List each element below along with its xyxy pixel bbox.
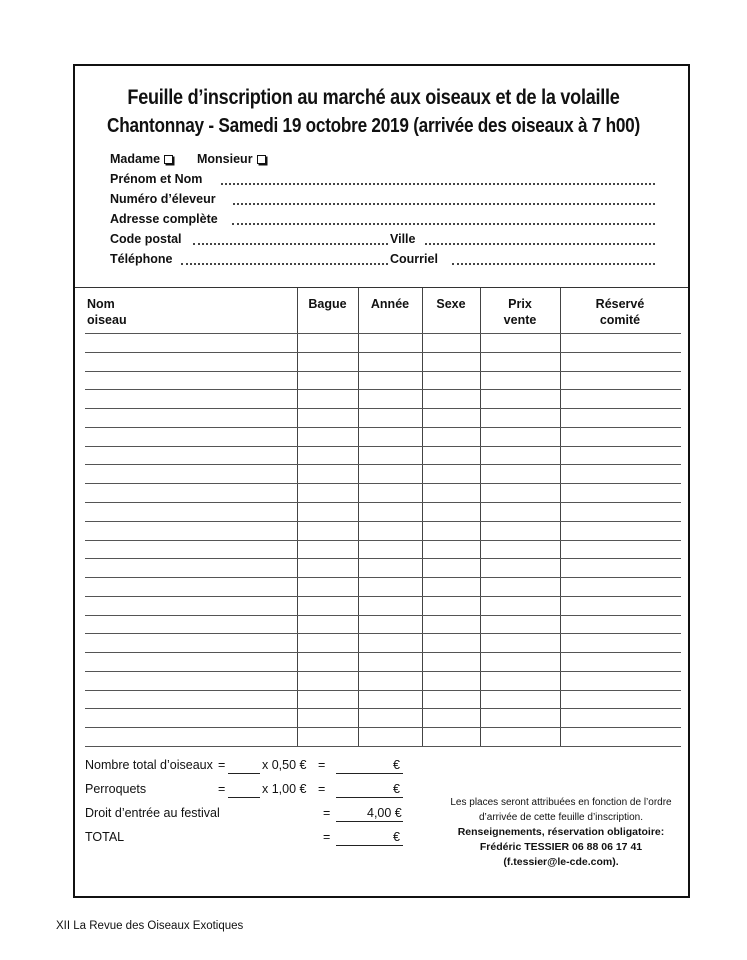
perroquets-label: Perroquets [85, 782, 147, 796]
note-line-5 [430, 855, 692, 870]
table-row-line [85, 577, 681, 578]
note-line-1: Les places seront attribuées en fonction de l’ordre [450, 797, 672, 808]
col-divider [422, 288, 423, 746]
table-row-line [85, 371, 681, 372]
telephone-field[interactable] [181, 253, 388, 265]
col-header-nom [87, 296, 127, 328]
col-header-nom-line2: oiseau [87, 313, 127, 327]
perroquets-rate: x 1,00 € [262, 782, 307, 796]
table-row-line [85, 690, 681, 691]
adresse-label: Adresse complète [110, 212, 218, 226]
page-footer: XII La Revue des Oiseaux Exotiques [56, 920, 244, 932]
col-header-sexe: Sexe [436, 297, 466, 311]
col-header-bague: Bague [308, 297, 347, 311]
oiseaux-equals: = [218, 758, 226, 772]
prenom-nom-field[interactable] [221, 173, 655, 185]
oiseaux-euro: € [393, 758, 400, 772]
table-row-line [85, 408, 681, 409]
ville-label: Ville [390, 232, 416, 246]
numero-eleveur-field[interactable] [233, 193, 655, 205]
droit-label: Droit d’entrée au festival [85, 806, 220, 820]
table-row-line [85, 540, 681, 541]
ville-field[interactable] [425, 233, 655, 245]
madame-label: Madame [110, 152, 161, 166]
code-postal-label: Code postal [110, 232, 182, 246]
form-subtitle: Chantonnay - Samedi 19 octobre 2019 (arrivée des oiseaux à 7 h00) [107, 115, 640, 137]
total-euro: € [393, 830, 400, 844]
col-header-reserve-line1: Réservé [595, 297, 645, 311]
form-title: Feuille d’inscription au marché aux oiseaux et de la volaille [127, 86, 620, 109]
table-row-line [85, 708, 681, 709]
col-header-reserve-line2: comité [599, 313, 641, 327]
note-line-4 [430, 840, 692, 855]
note-line-4-text: Frédéric TESSIER 06 88 06 17 41 [479, 841, 643, 853]
droit-amount-line [336, 820, 403, 822]
perroquets-amount-field[interactable] [336, 796, 403, 798]
table-row-line [85, 427, 681, 428]
col-divider [480, 288, 481, 746]
madame-checkbox-icon[interactable] [164, 155, 173, 164]
table-row-line [85, 352, 681, 353]
col-header-annee: Année [370, 297, 410, 311]
table-top-border [75, 287, 688, 288]
droit-value: 4,00 € [367, 806, 402, 820]
table-row-line [85, 464, 681, 465]
note-line-5-text: (f.tessier@le-cde.com). [503, 856, 619, 868]
courriel-label: Courriel [390, 252, 438, 266]
table-row-line [85, 483, 681, 484]
note-line-2: d’arrivée de cette feuille d’inscription. [479, 812, 643, 823]
monsieur-option[interactable] [197, 152, 266, 166]
telephone-label: Téléphone [110, 252, 173, 266]
oiseaux-count-field[interactable] [228, 772, 260, 774]
table-row-line [85, 596, 681, 597]
prenom-nom-label: Prénom et Nom [110, 172, 203, 186]
adresse-field[interactable] [232, 213, 655, 225]
table-row-line [85, 652, 681, 653]
oiseaux-equals-2: = [318, 758, 326, 772]
total-equals: = [323, 830, 331, 844]
table-row-line [85, 633, 681, 634]
monsieur-checkbox-icon[interactable] [257, 155, 266, 164]
table-row-line [85, 746, 681, 747]
col-header-prix [480, 296, 560, 328]
perroquets-equals: = [218, 782, 226, 796]
oiseaux-amount-field[interactable] [336, 772, 403, 774]
perroquets-euro: € [393, 782, 400, 796]
code-postal-field[interactable] [193, 233, 388, 245]
note-line-3 [430, 825, 692, 840]
perroquets-count-field[interactable] [228, 796, 260, 798]
table-row-line [85, 333, 681, 334]
col-divider [297, 288, 298, 746]
col-header-nom-line1: Nom [87, 297, 115, 311]
note-line-3-text: Renseignements, réservation obligatoire: [457, 826, 665, 838]
perroquets-equals-2: = [318, 782, 326, 796]
table-row-line [85, 615, 681, 616]
oiseaux-rate: x 0,50 € [262, 758, 307, 772]
table-row-line [85, 446, 681, 447]
numero-eleveur-label: Numéro d’éleveur [110, 192, 216, 206]
col-header-prix-line2: vente [503, 313, 537, 327]
col-divider [358, 288, 359, 746]
table-row-line [85, 502, 681, 503]
col-header-prix-line1: Prix [508, 297, 532, 311]
total-label: TOTAL [85, 830, 125, 844]
courriel-field[interactable] [452, 253, 655, 265]
oiseaux-label: Nombre total d’oiseaux [85, 758, 213, 772]
madame-option[interactable] [110, 152, 173, 166]
col-divider [560, 288, 561, 746]
table-row-line [85, 521, 681, 522]
info-note [430, 795, 692, 870]
table-row-line [85, 727, 681, 728]
monsieur-label: Monsieur [197, 152, 253, 166]
total-amount-field[interactable] [336, 844, 403, 846]
table-row-line [85, 389, 681, 390]
col-header-reserve [560, 296, 680, 328]
table-row-line [85, 558, 681, 559]
table-row-line [85, 671, 681, 672]
droit-equals: = [323, 806, 331, 820]
